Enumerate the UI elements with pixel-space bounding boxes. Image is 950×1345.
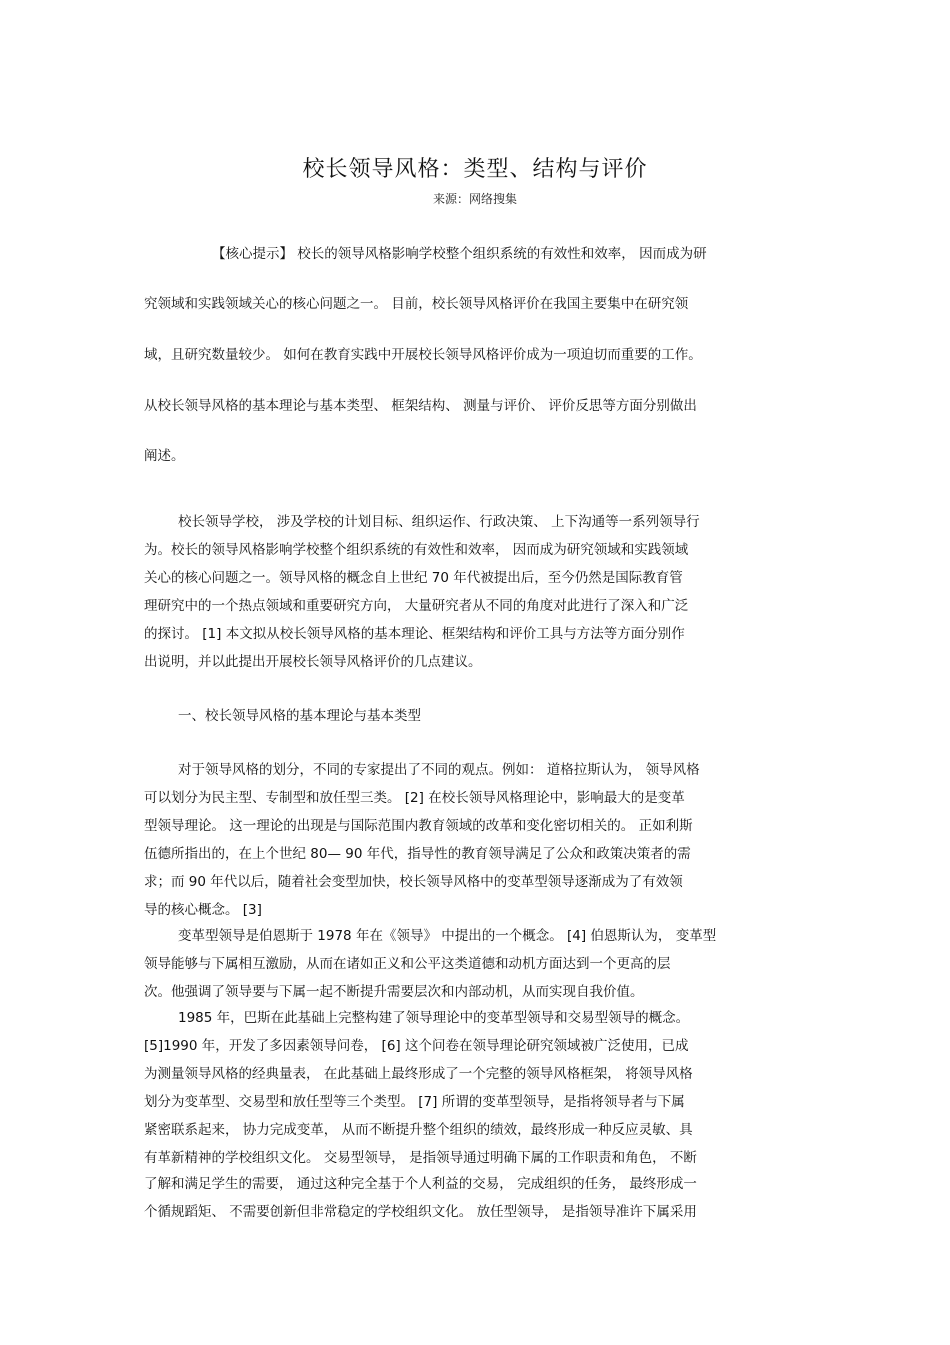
- body-line: 校长领导学校， 涉及学校的计划目标、组织运作、行政决策、 上下沟通等一系列领导行: [178, 514, 700, 530]
- body-line: 1985 年，巴斯在此基础上完整构建了领导理论中的变革型领导和交易型领导的概念。: [178, 1010, 690, 1026]
- abstract-line: 从校长领导风格的基本理论与基本类型、 框架结构、 测量与评价、 评价反思等方面分别做出: [144, 398, 697, 414]
- page-title: 校长领导风格：类型、结构与评价: [302, 157, 648, 182]
- body-line: 型领导理论。 这一理论的出现是与国际范围内教育领域的改革和变化密切相关的。 正如利斯: [144, 818, 693, 834]
- body-line: 次。他强调了领导要与下属一起不断提升需要层次和内部动机，从而实现自我价值。: [144, 984, 644, 1000]
- body-line: 可以划分为民主型、专制型和放任型三类。 [2] 在校长领导风格理论中，影响最大的是变革: [144, 790, 685, 806]
- abstract-line: 究领域和实践领域关心的核心问题之一。 目前，校长领导风格评价在我国主要集中在研究领: [144, 296, 689, 312]
- abstract-line: 域，且研究数量较少。 如何在教育实践中开展校长领导风格评价成为一项迫切而重要的工作。: [144, 347, 702, 363]
- body-line: 求；而 90 年代以后，随着社会变型加快，校长领导风格中的变革型领导逐渐成为了有效领: [144, 874, 683, 890]
- body-line: 关心的核心问题之一。领导风格的概念自上世纪 70 年代被提出后，至今仍然是国际教育管: [144, 570, 683, 586]
- body-line: 伍德所指出的，在上个世纪 80— 90 年代，指导性的教育领导满足了公众和政策决策者的需: [144, 846, 691, 862]
- body-line: 变革型领导是伯恩斯于 1978 年在《领导》 中提出的一个概念。 [4] 伯恩斯认为， 变革型: [178, 928, 717, 944]
- body-line: 领导能够与下属相互激励，从而在诸如正义和公平这类道德和动机方面达到一个更高的层: [144, 956, 671, 972]
- body-line: 的探讨。 [1] 本文拟从校长领导风格的基本理论、框架结构和评价工具与方法等方面分别作: [144, 626, 685, 642]
- source-line: 来源：网络搜集: [432, 192, 517, 206]
- body-line: 为。校长的领导风格影响学校整个组织系统的有效性和效率， 因而成为研究领域和实践领域: [144, 542, 689, 558]
- body-line: 出说明，并以此提出开展校长领导风格评价的几点建议。: [144, 654, 482, 670]
- section-heading: 一、校长领导风格的基本理论与基本类型: [178, 708, 421, 724]
- abstract-line: 【核心提示】 校长的领导风格影响学校整个组织系统的有效性和效率， 因而成为研: [212, 246, 707, 262]
- body-line: 划分为变革型、交易型和放任型等三个类型。 [7] 所谓的变革型领导，是指将领导者与下属: [144, 1094, 685, 1110]
- body-line: 导的核心概念。 [3]: [144, 902, 262, 918]
- body-line: 紧密联系起来， 协力完成变革， 从而不断提升整个组织的绩效，最终形成一种反应灵敏、具: [144, 1122, 693, 1138]
- body-line: 有革新精神的学校组织文化。 交易型领导， 是指领导通过明确下属的工作职责和角色， 不断: [144, 1150, 697, 1166]
- body-line: 为测量领导风格的经典量表， 在此基础上最终形成了一个完整的领导风格框架， 将领导风格: [144, 1066, 693, 1082]
- abstract-line: 阐述。: [144, 448, 185, 464]
- body-line: 了解和满足学生的需要， 通过这种完全基于个人利益的交易， 完成组织的任务， 最终形成一: [144, 1176, 697, 1192]
- body-line: 个循规蹈矩、 不需要创新但非常稳定的学校组织文化。 放任型领导， 是指领导准许下属采用: [144, 1204, 697, 1220]
- body-line: [5]1990 年，开发了多因素领导问卷， [6] 这个问卷在领导理论研究领域被广泛使用，已成: [144, 1038, 689, 1054]
- body-line: 对于领导风格的划分，不同的专家提出了不同的观点。例如： 道格拉斯认为， 领导风格: [178, 762, 700, 778]
- body-line: 理研究中的一个热点领域和重要研究方向， 大量研究者从不同的角度对此进行了深入和广泛: [144, 598, 689, 614]
